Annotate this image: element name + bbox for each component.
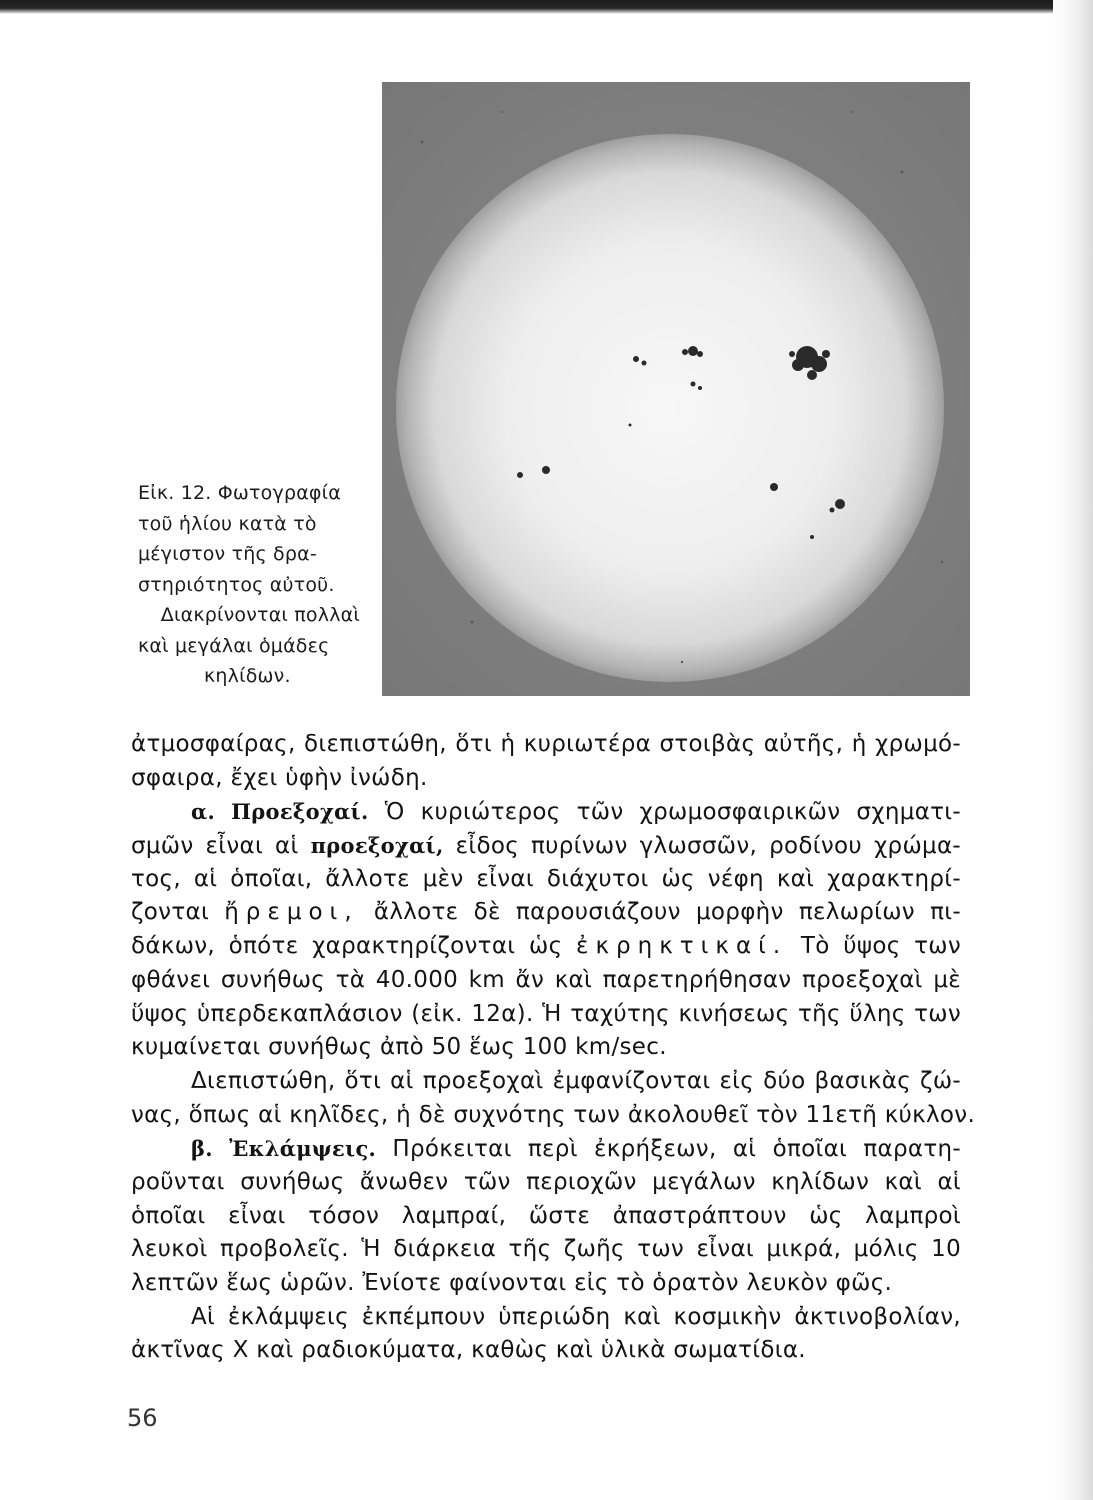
text-line: ὕψος ὑπερδεκαπλάσιον (εἰκ. 12α). Ἡ ταχύτης κινήσεως τῆς ὕλης των xyxy=(131,1000,961,1027)
text-line: τος, αἱ ὁποῖαι, ἄλλοτε μὲν εἶναι διάχυτοι ὡς νέφη καὶ χαρακτηρί- xyxy=(131,865,961,892)
caption-line: στηριότητος αὐτοῦ. xyxy=(138,573,335,596)
caption-line: Διακρίνονται πολλαὶ xyxy=(160,604,360,626)
text-span: δάκων, ὁπότε χαρακτηρίζονται ὡς xyxy=(131,933,577,960)
section-heading-prominences: α. Προεξοχαί. xyxy=(191,799,369,825)
text-span: ἄλλοτε δὲ παρουσιάζουν μορφὴν πελωρίων πι- xyxy=(358,899,961,926)
text-line xyxy=(131,829,961,863)
text-line: ἀκτῖνας Χ καὶ ραδιοκύματα, καθὼς καὶ ὑλικὰ σωματίδια. xyxy=(131,1337,806,1364)
text-span: Πρόκειται περὶ ἐκρήξεων, αἱ ὁποῖαι παρατη- xyxy=(376,1136,961,1163)
emphasis-eruptive: ἐκρηκτικαί. xyxy=(576,933,788,960)
figure-caption xyxy=(138,478,360,692)
text-line xyxy=(131,930,961,964)
sun-image xyxy=(382,82,970,696)
caption-line: Εἰκ. 12. Φωτογραφία xyxy=(138,482,342,504)
scan-right-edge xyxy=(1053,0,1093,1500)
caption-line: μέγιστον τῆς δρα- xyxy=(138,543,317,565)
page-number: 56 xyxy=(127,1404,158,1432)
text-line: ροῦνται συνήθως ἄνωθεν τῶν περιοχῶν μεγάλων κηλίδων καὶ αἱ xyxy=(131,1168,961,1195)
text-line: νας, ὅπως αἱ κηλῖδες, ἡ δὲ συχνότης των ἀκολουθεῖ τὸν 11ετῆ κύκλον. xyxy=(131,1101,976,1128)
text-line: ὁποῖαι εἶναι τόσον λαμπραί, ὥστε ἀπαστράπτουν ὡς λαμπροὶ xyxy=(131,1202,961,1229)
scan-top-edge xyxy=(0,0,1093,14)
text-line: φθάνει συνήθως τὰ 40.000 km ἄν καὶ παρετηρήθησαν προεξοχαὶ μὲ xyxy=(131,966,961,993)
text-span: εἶδος πυρίνων γλωσσῶν, ροδίνου χρώμα- xyxy=(443,833,962,860)
text-line: Διεπιστώθη, ὅτι αἱ προεξοχαὶ ἐμφανίζονται εἰς δύο βασικὰς ζώ- xyxy=(191,1067,961,1094)
caption-line: καὶ μεγάλαι ὁμάδες xyxy=(138,634,330,657)
caption-line: τοῦ ἡλίου κατὰ τὸ xyxy=(138,512,317,535)
text-line: λευκοὶ προβολεῖς. Ἡ διάρκεια τῆς ζωῆς των εἶναι μικρά, μόλις 10 xyxy=(131,1236,961,1263)
body-text xyxy=(131,728,976,1368)
text-span: ζονται xyxy=(131,899,225,926)
text-line: ἀτμοσφαίρας, διεπιστώθη, ὅτι ἡ κυριωτέρα στοιβὰς αὐτῆς, ἡ χρωμό- xyxy=(131,731,961,757)
section-a-first-line xyxy=(131,795,961,829)
text-line: λεπτῶν ἕως ὡρῶν. Ἐνίοτε φαίνονται εἰς τὸ ὁρατὸν λευκὸν φῶς. xyxy=(131,1270,893,1296)
text-span: Ὁ κυριώτερος τῶν χρωμοσφαιρικῶν σχηματι- xyxy=(368,799,961,826)
text-line xyxy=(131,896,961,930)
text-span: σμῶν εἶναι αἱ xyxy=(131,833,311,860)
caption-line: κηλίδων. xyxy=(204,665,291,687)
section-b-first-line xyxy=(131,1132,961,1166)
text-line: κυμαίνεται συνήθως ἀπὸ 50 ἕως 100 km/sec. xyxy=(131,1034,667,1061)
text-line: σφαιρα, ἔχει ὑφὴν ἰνώδη. xyxy=(131,764,428,791)
emphasis-quiescent: ἤρεμοι, xyxy=(224,899,359,926)
sun-disk xyxy=(396,134,944,682)
section-heading-flares: β. Ἐκλάμψεις. xyxy=(191,1136,377,1162)
text-span: Τὸ ὕψος των xyxy=(787,933,961,960)
emphasis-prominences: προεξοχαί, xyxy=(310,833,444,859)
sun-photograph xyxy=(382,82,970,696)
text-line: Αἱ ἐκλάμψεις ἐκπέμπουν ὑπεριώδη καὶ κοσμικὴν ἀκτινοβολίαν, xyxy=(191,1303,961,1330)
